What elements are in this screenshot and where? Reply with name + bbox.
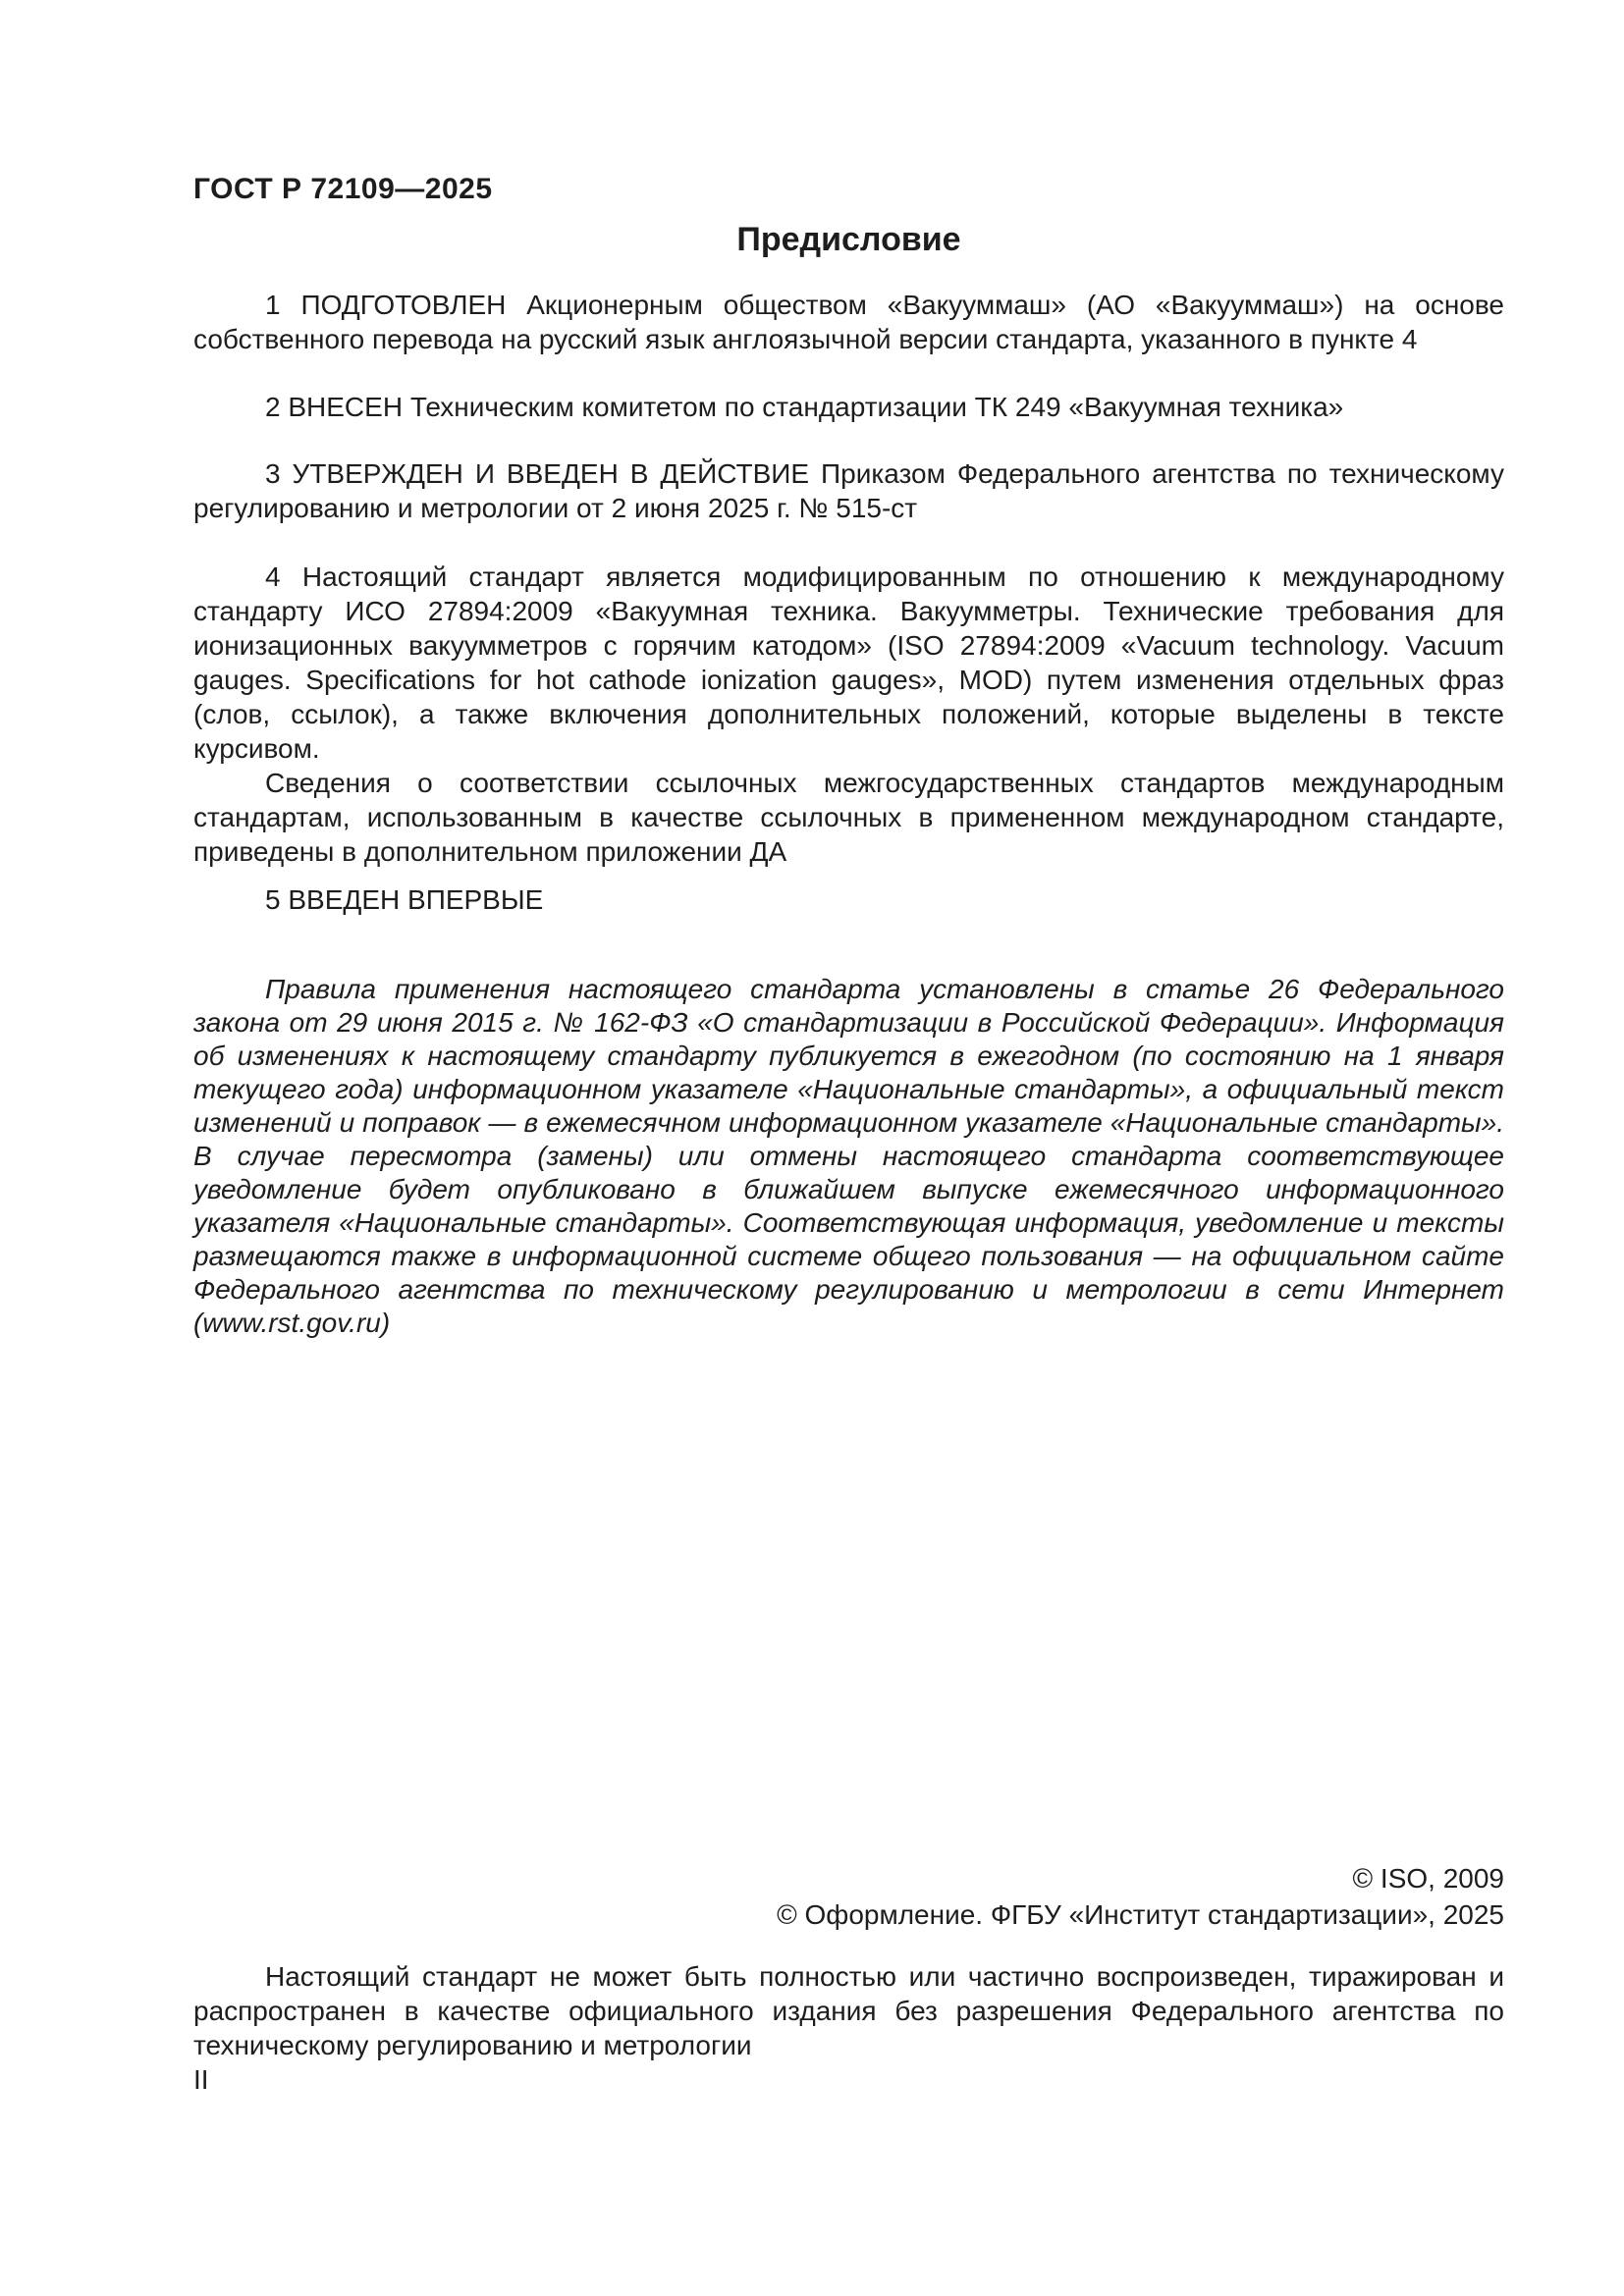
page-title: Предисловие xyxy=(736,221,961,258)
foreword-item-reference-info: Сведения о соответствии ссылочных межгосударственных стандартов международным стандартам, использованным в качестве ссылочных в примененном международном стандарте, приведены в дополнительном приложении ДА xyxy=(193,768,1504,867)
copyright-block xyxy=(193,1860,1504,1933)
copyright-iso: © ISO, 2009 xyxy=(1352,1863,1504,1894)
legal-notice: Правила применения настоящего стандарта установлены в статье 26 Федерального закона от 29 июня 2015 г. № 162-ФЗ «О стандартизации в Российской Федерации». Информация об изменениях к настоящему стандарту публикуется в ежегодном (по состоянию на 1 января текущего года) информационном указателе «Национальные стандарты», а официальный текст изменений и поправок — в ежемесячном информационном указателе «Национальные стандарты». В случае пересмотра (замены) или отмены настоящего стандарта соответствующее уведомление будет опубликовано в ближайшем выпуске ежемесячного информационного указателя «Национальные стандарты». Соответствующая информация, уведомление и тексты размещаются также в информационной системе общего пользования — на официальном сайте Федерального агентства по техническому регулированию и метрологии в сети Интернет (www.rst.gov.ru) xyxy=(193,974,1504,1338)
foreword-item-submitted: 2 ВНЕСЕН Техническим комитетом по стандартизации ТК 249 «Вакуумная техника» xyxy=(265,392,1344,422)
foreword-item-modified-standard: 4 Настоящий стандарт является модифицированным по отношению к международному стандарту ИСО 27894:2009 «Вакуумная техника. Вакуумметры. Технические требования для ионизационных вакуумметров с горячим катодом» (ISO 27894:2009 «Vacuum technology. Vacuum gauges. Specifications for hot cathode ionization gauges», MOD) путем изменения отдельных фраз (слов, ссылок), а также включения дополнительных положений, которые выделены в тексте курсивом. xyxy=(193,561,1504,764)
foreword-item-prepared: 1 ПОДГОТОВЛЕН Акционерным обществом «Вакууммаш» (АО «Вакууммаш») на основе собственного перевода на русский язык англоязычной версии стандарта, указанного в пункте 4 xyxy=(193,290,1504,354)
foreword-section xyxy=(193,288,1504,917)
copyright-design: © Оформление. ФГБУ «Институт стандартизации», 2025 xyxy=(777,1899,1504,1930)
restriction-note: Настоящий стандарт не может быть полностью или частично воспроизведен, тиражирован и распространен в качестве официального издания без разрешения Федерального агентства по техническому регулированию и метрологии xyxy=(193,1961,1504,2060)
foreword-item-first-introduced: 5 ВВЕДЕН ВПЕРВЫЕ xyxy=(265,884,544,915)
document-code: ГОСТ Р 72109—2025 xyxy=(193,173,493,205)
foreword-item-approved: 3 УТВЕРЖДЕН И ВВЕДЕН В ДЕЙСТВИЕ Приказом Федерального агентства по техническому регулированию и метрологии от 2 июня 2025 г. № 515-ст xyxy=(193,458,1504,523)
page-number: II xyxy=(193,2064,209,2095)
